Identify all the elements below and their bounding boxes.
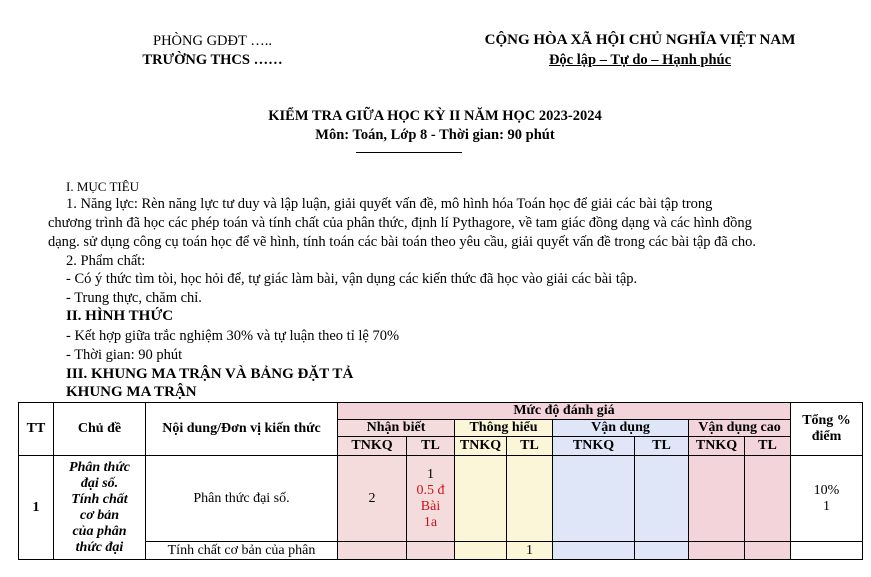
- row1-topic-l4: cơ bản: [79, 507, 119, 523]
- row1-topic-l3: Tính chất: [71, 491, 128, 507]
- row1-total-percent: 10%: [813, 482, 840, 498]
- row1-topic-l1: Phân thức: [69, 459, 130, 475]
- header-th-tl: TL: [507, 437, 553, 456]
- header-content: Nội dung/Đơn vị kiến thức: [146, 403, 338, 456]
- row1-vd-tl: [635, 456, 689, 542]
- paragraph-quality-1: - Có ý thức tìm tòi, học hỏi để, tự giác làm bài, vận dụng các kiến thức đã học vào giải các bài tập.: [66, 271, 638, 287]
- section-2-title: II. HÌNH THỨC: [66, 308, 174, 324]
- row1-topic-l2: đại số.: [80, 475, 119, 491]
- paragraph-form-1: - Kết hợp giữa trắc nghiệm 30% và tự luận theo tỉ lệ 70%: [66, 328, 400, 344]
- row1-total: [791, 456, 863, 542]
- row2-vd-tl: [635, 542, 689, 560]
- row1-nb-tl-count: 1: [427, 466, 434, 482]
- header-total-line1: Tổng %: [802, 413, 851, 428]
- row2-total: [791, 542, 863, 560]
- section-1-title: I. MỤC TIÊU: [66, 179, 140, 194]
- matrix-table: [18, 402, 863, 560]
- header-total-line2: điểm: [811, 429, 842, 444]
- paragraph-quality: 2. Phẩm chất:: [66, 253, 146, 269]
- header-assessment-level: Mức độ đánh giá: [338, 403, 791, 420]
- header-vdc-tl: TL: [745, 437, 791, 456]
- row1-th-tl: [507, 456, 553, 542]
- row1-nb-tl-num: 1a: [423, 514, 438, 530]
- paragraph-ability-line3: dạng. sử dụng công cụ toán học để vẽ hình, tính toán các bài toán theo yêu cầu, giải quyết vấn đề trong các bài tập đã cho.: [48, 234, 757, 250]
- row1-nb-tnkq: 2: [338, 456, 407, 542]
- row2-th-tnkq: [455, 542, 507, 560]
- row2-content: Tính chất cơ bản của phân: [146, 542, 338, 560]
- header-right-nation: CỘNG HÒA XÃ HỘI CHỦ NGHĨA VIỆT NAM: [484, 32, 796, 48]
- paragraph-quality-2: - Trung thực, chăm chỉ.: [66, 290, 202, 306]
- row1-vdc-tnkq: [689, 456, 745, 542]
- row1-vd-tnkq: [553, 456, 635, 542]
- header-advanced-application: Vận dụng cao: [689, 420, 791, 437]
- header-vd-tnkq: TNKQ: [553, 437, 635, 456]
- header-tt: TT: [19, 403, 54, 456]
- row2-nb-tnkq: [338, 542, 407, 560]
- paragraph-form-2: - Thời gian: 90 phút: [66, 347, 183, 363]
- row2-vdc-tnkq: [689, 542, 745, 560]
- row2-vdc-tl: [745, 542, 791, 560]
- row1-topic-l5: của phân: [72, 523, 127, 539]
- header-th-tnkq: TNKQ: [455, 437, 507, 456]
- row1-nb-tl-score: 0.5 đ: [416, 482, 445, 498]
- header-total: [791, 403, 863, 456]
- header-topic: Chủ đề: [54, 403, 146, 456]
- row2-th-tl: 1: [507, 542, 553, 560]
- header-vdc-tnkq: TNKQ: [689, 437, 745, 456]
- header-nb-tnkq: TNKQ: [338, 437, 407, 456]
- table-row: [19, 456, 863, 542]
- header-vd-tl: TL: [635, 437, 689, 456]
- header-nb-tl: TL: [407, 437, 455, 456]
- row1-nb-tl-bai: Bài: [420, 498, 441, 514]
- exam-subtitle: Môn: Toán, Lớp 8 - Thời gian: 90 phút: [315, 127, 555, 143]
- row1-topic: [54, 456, 146, 560]
- row1-vdc-tl: [745, 456, 791, 542]
- section-3-title: III. KHUNG MA TRẬN VÀ BẢNG ĐẶT TẢ: [66, 366, 354, 382]
- row1-topic-l6: thức đại: [75, 539, 124, 555]
- header-comprehension: Thông hiểu: [455, 420, 553, 437]
- row1-nb-tl: [407, 456, 455, 542]
- header-left-school: TRƯỜNG THCS ……: [142, 52, 283, 68]
- row2-vd-tnkq: [553, 542, 635, 560]
- header-right-motto: Độc lập – Tự do – Hạnh phúc: [548, 52, 732, 68]
- row1-content: Phân thức đại số.: [146, 456, 338, 542]
- row1-th-tnkq: [455, 456, 507, 542]
- title-underline: [356, 152, 462, 153]
- row2-nb-tl: [407, 542, 455, 560]
- row1-total-points: 1: [823, 498, 830, 514]
- exam-title: KIỂM TRA GIỮA HỌC KỲ II NĂM HỌC 2023-2024: [268, 108, 602, 124]
- header-left-dept: PHÒNG GDĐT …..: [153, 33, 272, 49]
- row1-tt: 1: [19, 456, 54, 560]
- header-application: Vận dụng: [553, 420, 689, 437]
- paragraph-ability-line2: chương trình đã học các phép toán và tính chất của phân thức, định lí Pythagore, về tam giác đồng dạng và các hình đồng: [48, 215, 752, 231]
- header-recognition: Nhận biết: [338, 420, 455, 437]
- table-row: [19, 542, 863, 560]
- section-3-subtitle: KHUNG MA TRẬN: [66, 384, 197, 400]
- paragraph-ability-line1: 1. Năng lực: Rèn năng lực tư duy và lập luận, giải quyết vấn đề, mô hình hóa Toán học để giải các bài tập trong: [66, 196, 713, 212]
